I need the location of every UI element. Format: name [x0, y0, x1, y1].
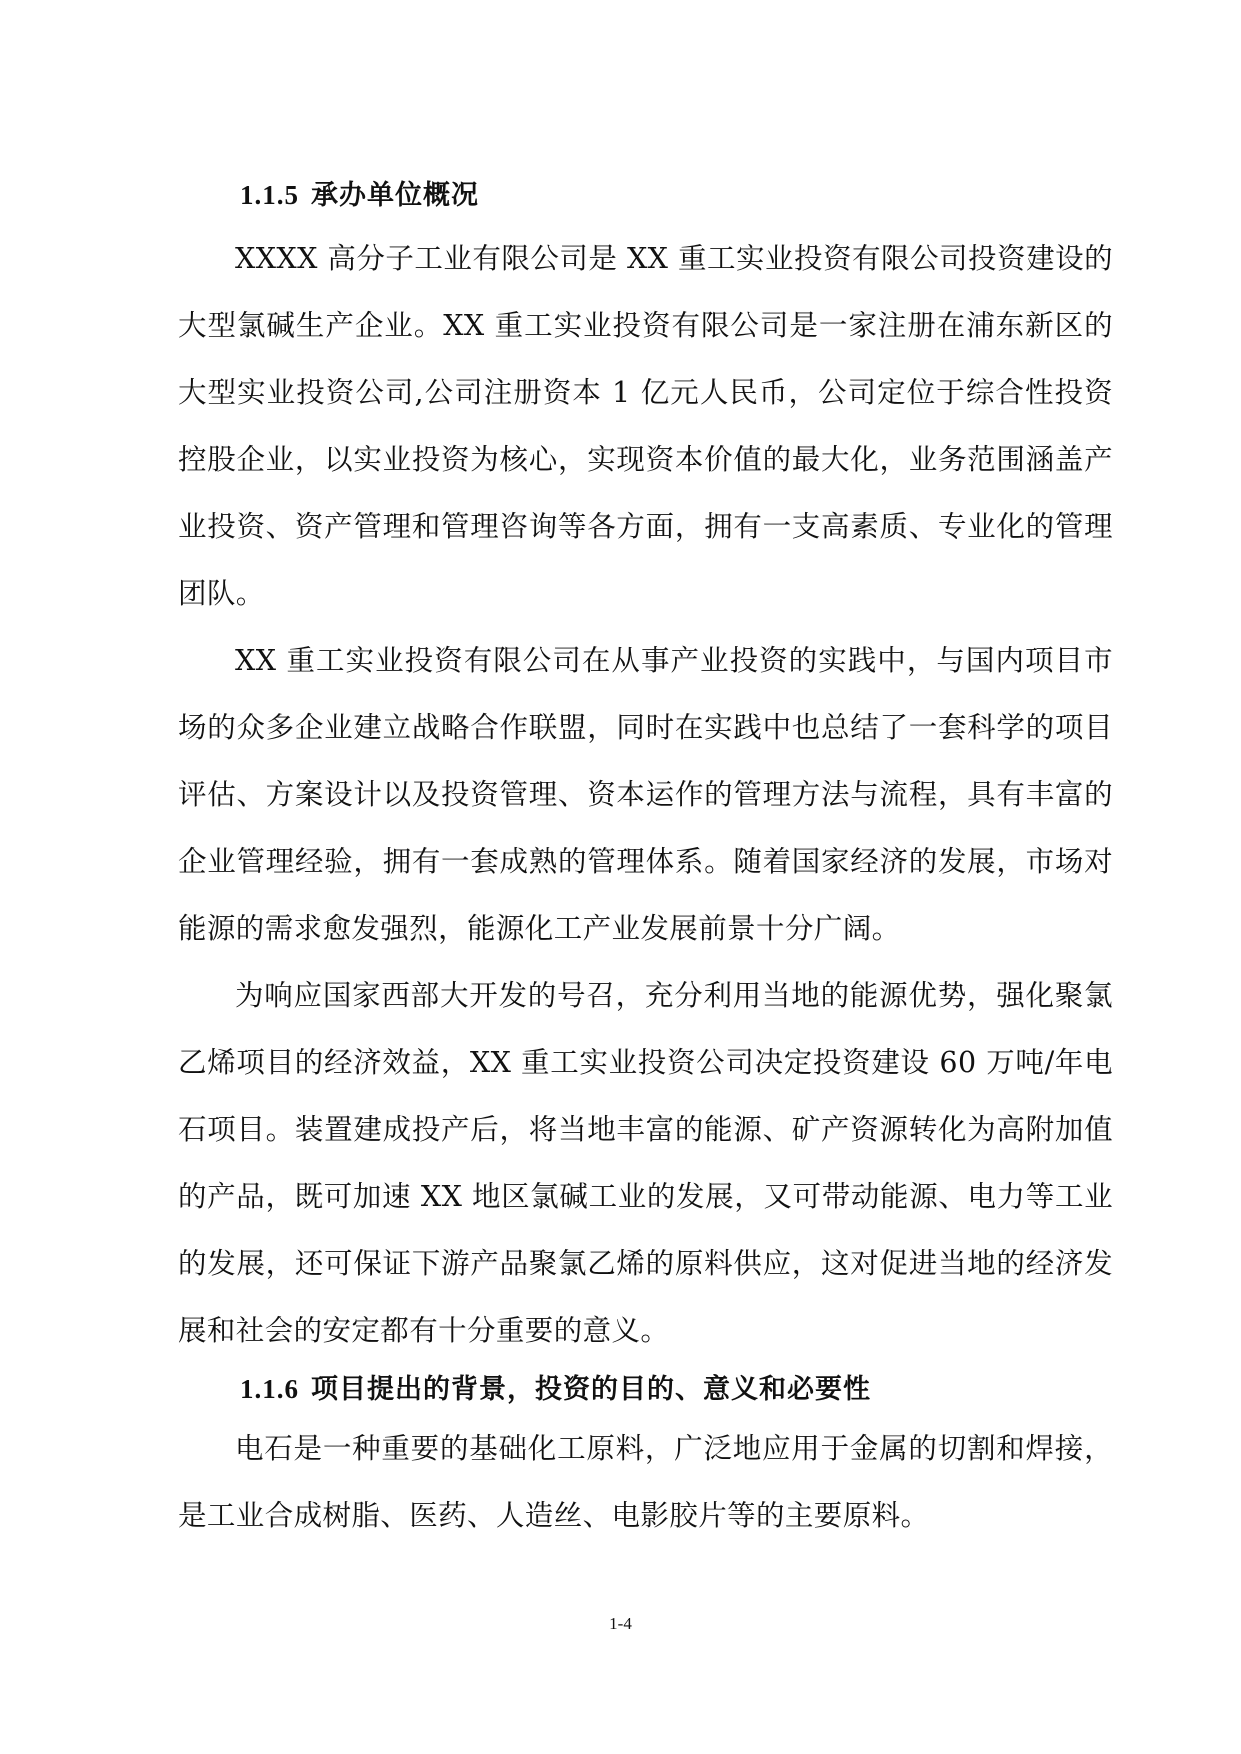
- page-number: 1-4: [609, 1614, 632, 1633]
- section-title: 项目提出的背景，投资的目的、意义和必要性: [311, 1374, 871, 1405]
- page-content: [178, 170, 1113, 1549]
- section-number: 1.1.5: [240, 180, 299, 210]
- section-heading-1-1-6: [178, 1364, 1113, 1415]
- body-paragraph: 为响应国家西部大开发的号召，充分利用当地的能源优势，强化聚氯乙烯项目的经济效益，XX 重工实业投资公司决定投资建设 60 万吨/年电石项目。装置建成投产后，将当地丰富的能源、矿产资源转化为高附加值的产品，既可加速 XX 地区氯碱工业的发展，又可带动能源、电力等工业的发展，还可保证下游产品聚氯乙烯的原料供应，这对促进当地的经济发展和社会的安定都有十分重要的意义。: [178, 979, 1113, 1347]
- body-paragraph: XXXX 高分子工业有限公司是 XX 重工实业投资有限公司投资建设的大型氯碱生产企业。XX 重工实业投资有限公司是一家注册在浦东新区的大型实业投资公司,公司注册资本 1 亿元人民币，公司定位于综合性投资控股企业，以实业投资为核心，实现资本价值的最大化，业务范围涵盖产业投资、资产管理和管理咨询等各方面，拥有一支高素质、专业化的管理团队。: [178, 242, 1113, 610]
- section-heading-1-1-5: [178, 170, 1113, 221]
- body-paragraph: XX 重工实业投资有限公司在从事产业投资的实践中，与国内项目市场的众多企业建立战略合作联盟，同时在实践中也总结了一套科学的项目评估、方案设计以及投资管理、资本运作的管理方法与流程，具有丰富的企业管理经验，拥有一套成熟的管理体系。随着国家经济的发展，市场对能源的需求愈发强烈，能源化工产业发展前景十分广阔。: [178, 644, 1113, 945]
- body-paragraph: 电石是一种重要的基础化工原料，广泛地应用于金属的切割和焊接，是工业合成树脂、医药、人造丝、电影胶片等的主要原料。: [178, 1432, 1113, 1532]
- section-number: 1.1.6: [240, 1374, 299, 1404]
- section-title: 承办单位概况: [311, 180, 479, 211]
